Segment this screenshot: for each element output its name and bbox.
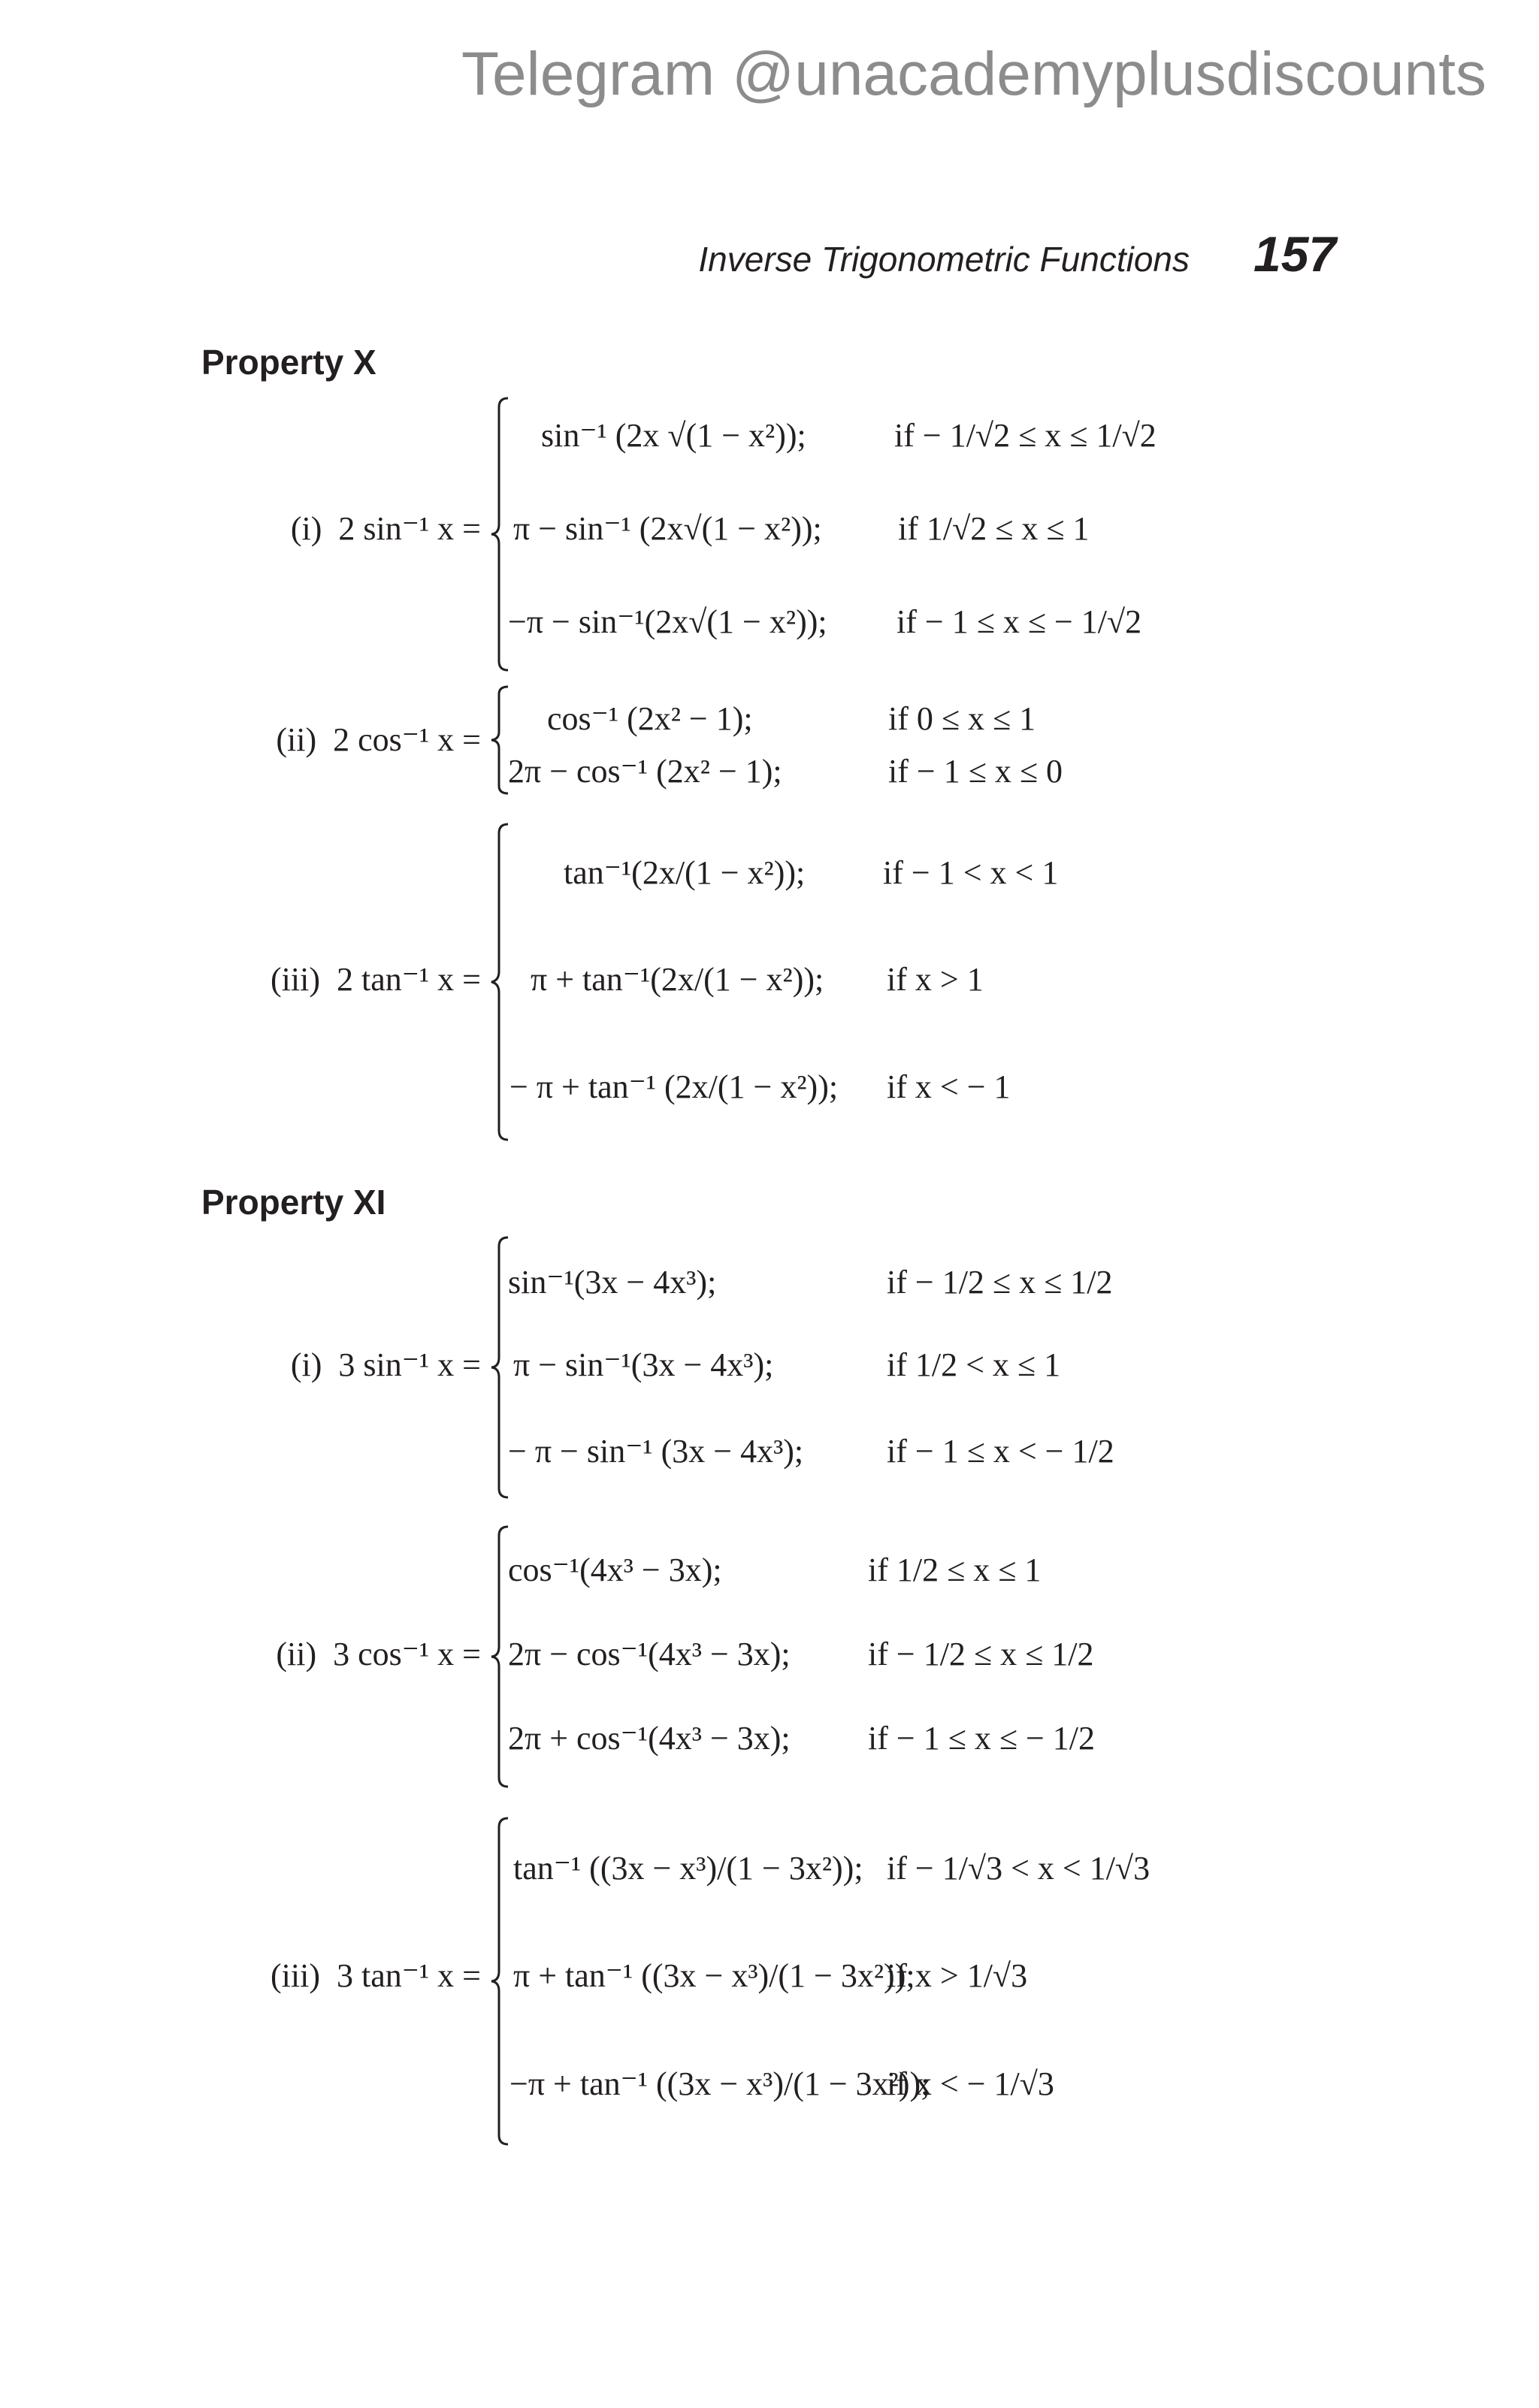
running-title: Inverse Trigonometric Functions [698,240,1190,279]
case-expression: cos⁻¹(4x³ − 3x); [508,1551,722,1588]
equation-lhs: 3 cos⁻¹ x = [333,1636,481,1672]
case-expression: − π + tan⁻¹ (2x/(1 − x²)); [509,1068,839,1105]
equation-label: (i) [290,510,322,547]
case-expression: sin⁻¹(3x − 4x³); [508,1264,717,1301]
equation-label: (ii) [276,1636,317,1672]
equation-label: (iii) [271,1957,321,1994]
equation-label: (i) [290,1346,322,1383]
case-condition: if − 1/√3 < x < 1/√3 [887,1850,1150,1887]
case-expression: π + tan⁻¹ ((3x − x³)/(1 − 3x²)); [513,1957,915,1994]
case-expression: π − sin⁻¹(3x − 4x³); [513,1346,774,1383]
property-xi-heading: Property XI [201,1183,386,1222]
equation-label: (ii) [276,721,317,758]
equation-lhs: 2 tan⁻¹ x = [337,961,481,998]
equation-lhs: 2 sin⁻¹ x = [338,510,481,547]
case-expression: 2π + cos⁻¹(4x³ − 3x); [508,1720,791,1757]
case-condition: if − 1 < x < 1 [883,854,1059,891]
case-condition: if 1/2 < x ≤ 1 [887,1346,1061,1383]
px-i-lhs [225,512,481,545]
case-expression: sin⁻¹ (2x √(1 − x²)); [541,417,806,454]
case-condition: if x > 1/√3 [887,1957,1028,1994]
case-condition: if − 1 ≤ x ≤ − 1/√2 [896,603,1142,640]
equation-lhs: 3 tan⁻¹ x = [337,1957,481,1994]
case-expression: 2π − cos⁻¹ (2x² − 1); [508,753,782,790]
case-expression: tan⁻¹(2x/(1 − x²)); [564,854,806,891]
equation-label: (iii) [271,961,321,998]
property-x-heading: Property X [201,343,376,382]
pxi-ii-lhs [225,1638,481,1671]
case-condition: if − 1 ≤ x ≤ 0 [888,753,1063,790]
case-condition: if x < − 1/√3 [887,2065,1054,2102]
case-condition: if − 1/2 ≤ x ≤ 1/2 [887,1264,1113,1301]
equation-lhs: 2 cos⁻¹ x = [333,721,481,758]
case-expression: −π + tan⁻¹ ((3x − x³)/(1 − 3x²)); [509,2065,930,2102]
case-expression: −π − sin⁻¹(2x√(1 − x²)); [508,603,827,640]
page-number: 157 [1253,226,1337,282]
pxi-iii-brace [488,1817,511,2146]
px-ii-lhs [225,721,481,758]
case-condition: if x > 1 [887,961,984,998]
case-condition: if − 1/√2 ≤ x ≤ 1/√2 [894,417,1157,454]
case-expression: 2π − cos⁻¹(4x³ − 3x); [508,1636,791,1672]
pxi-iii-lhs [225,1959,481,1993]
case-expression: π − sin⁻¹ (2x√(1 − x²)); [513,510,822,547]
case-condition: if − 1 ≤ x < − 1/2 [887,1433,1114,1470]
case-expression: π + tan⁻¹(2x/(1 − x²)); [531,961,824,998]
case-expression: − π − sin⁻¹ (3x − 4x³); [508,1433,804,1470]
equation-lhs: 3 sin⁻¹ x = [338,1346,481,1383]
case-condition: if 0 ≤ x ≤ 1 [888,700,1036,737]
watermark: Telegram @unacademyplusdiscounts [461,40,1486,108]
case-expression: cos⁻¹ (2x² − 1); [547,700,753,737]
case-expression: tan⁻¹ ((3x − x³)/(1 − 3x²)); [513,1850,863,1887]
case-condition: if x < − 1 [887,1068,1011,1105]
pxi-i-lhs [225,1346,481,1383]
px-iii-lhs [225,963,481,996]
case-condition: if − 1/2 ≤ x ≤ 1/2 [868,1636,1094,1672]
px-iii-brace [488,823,511,1142]
case-condition: if − 1 ≤ x ≤ − 1/2 [868,1720,1096,1757]
case-condition: if 1/√2 ≤ x ≤ 1 [898,510,1090,547]
case-condition: if 1/2 ≤ x ≤ 1 [868,1551,1042,1588]
